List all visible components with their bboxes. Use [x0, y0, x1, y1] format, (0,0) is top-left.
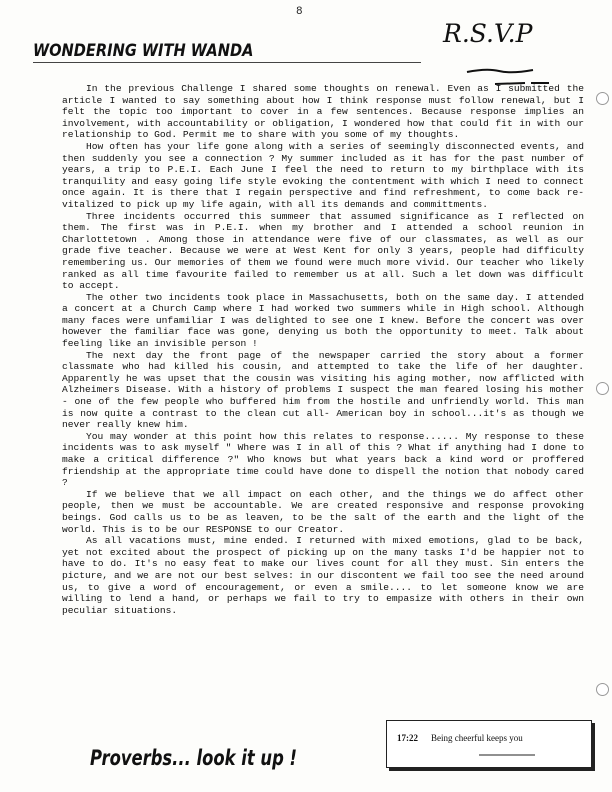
- verse-reference: 17:22: [397, 733, 418, 743]
- punch-hole-icon: [596, 683, 609, 696]
- blank-lines: [387, 721, 591, 767]
- punch-hole-icon: [596, 92, 609, 105]
- paragraph: In the previous Challenge I shared some thoughts on renewal. Even as I submitted the article I wanted to say something about how I think response must follow renewal, but I felt the topic too important to cover in a few sentences. Because response implies an involvement, with accountability or obligation, I wondered how that could fit in with our relationship to God. Permit me to share with you some of my thoughts.: [62, 83, 584, 141]
- proverbs-caption: Proverbs... look it up !: [90, 746, 297, 770]
- paragraph: You may wonder at this point how this relates to response...... My response to these incidents was to ask myself " Where was I in all of this ? What if anything had I done to make a critical difference ?" Who knows but what years back a kind word or proffered friendship at the appropriate time could have done to dispell the notion that nobody cared ?: [62, 430, 584, 489]
- verse-box: [386, 720, 592, 768]
- article-body: [62, 83, 584, 616]
- page-header-title: WONDERING WITH WANDA: [33, 41, 254, 61]
- verse-text: Being cheerful keeps you: [431, 733, 523, 743]
- page-number: 8: [296, 6, 303, 18]
- paragraph: How often has your life gone along with a series of seemingly disconnected events, and then suddenly you see a connection ? My summer included as it has for the past number of years, a trip to P.E.I. Each June I feel the need to return to my birthplace with its tranquility and easy going life style evoking the contentment with which I need to connect once again. It is there that I regain perspective and find refreshment, to come back re-vitalized to pick up my life again, with all its demands and committments.: [62, 140, 584, 210]
- paragraph: The other two incidents took place in Massachusetts, both on the same day. I attended a concert at a Church Camp where I had worked two summers while in High school. Although many faces were unfamiliar I was delighted to see one I knew. Before the concert was over however the familiar face was gone, denying us both the opportunity to meet. Talk about feeling like an invisible person !: [62, 291, 584, 350]
- paragraph: If we believe that we all impact on each other, and the things we do affect other people, then we must be accountable. We are created responsive and response provoking beings. God calls us to be as leaven, to be the salt of the earth and the light of the world. This is to be our RESPONSE to our Creator.: [62, 488, 584, 535]
- punch-hole-icon: [596, 382, 609, 395]
- paragraph: As all vacations must, mine ended. I returned with mixed emotions, glad to be back, yet not excited about the prospect of picking up on the many tasks I'd be happier not to have to do. It's no easy feat to make our lives count for all they must. Sin enters the picture, and we are not our best selves: in our discontent we fail too see the need around us, to give a word of encouragement, or even a smile.... to let someone know we are willing to lend a hand, or perhaps we fail to try to empasize with others in their own peculiar situations.: [62, 535, 584, 616]
- paragraph: The next day the front page of the newspaper carried the story about a former classmate who had killed his cousin, and attempted to take the life of her daughter. Apparently he was upset that the cousin was visiting his aging mother, now afflicted with Alzheimers Disease. With a history of problems I suspect the man feared losing his mother - one of the few people who buffered him from the hostile and unfriendly world. This man is now quite a contrast to the clean cut all- American boy in school...it's as though we never really knew him.: [62, 349, 584, 431]
- header-divider: [33, 62, 421, 63]
- rsvp-label: R.S.V.P: [443, 19, 533, 48]
- paragraph: Three incidents occurred this summeer that assumed significance as I reflected on them. The first was in P.E.I. when my brother and I attended a school reunion in Charlottetown . Among those in attendance were five of our classmates, as well as our grade five teacher. Because we were at West Kent for only 3 years, people had difficulty remembering us. Our memories of them we found were much more vivid. Our teacher who likely ranked as all time favourite failed to remember us at all. Such a let down was difficult to accept.: [62, 210, 584, 292]
